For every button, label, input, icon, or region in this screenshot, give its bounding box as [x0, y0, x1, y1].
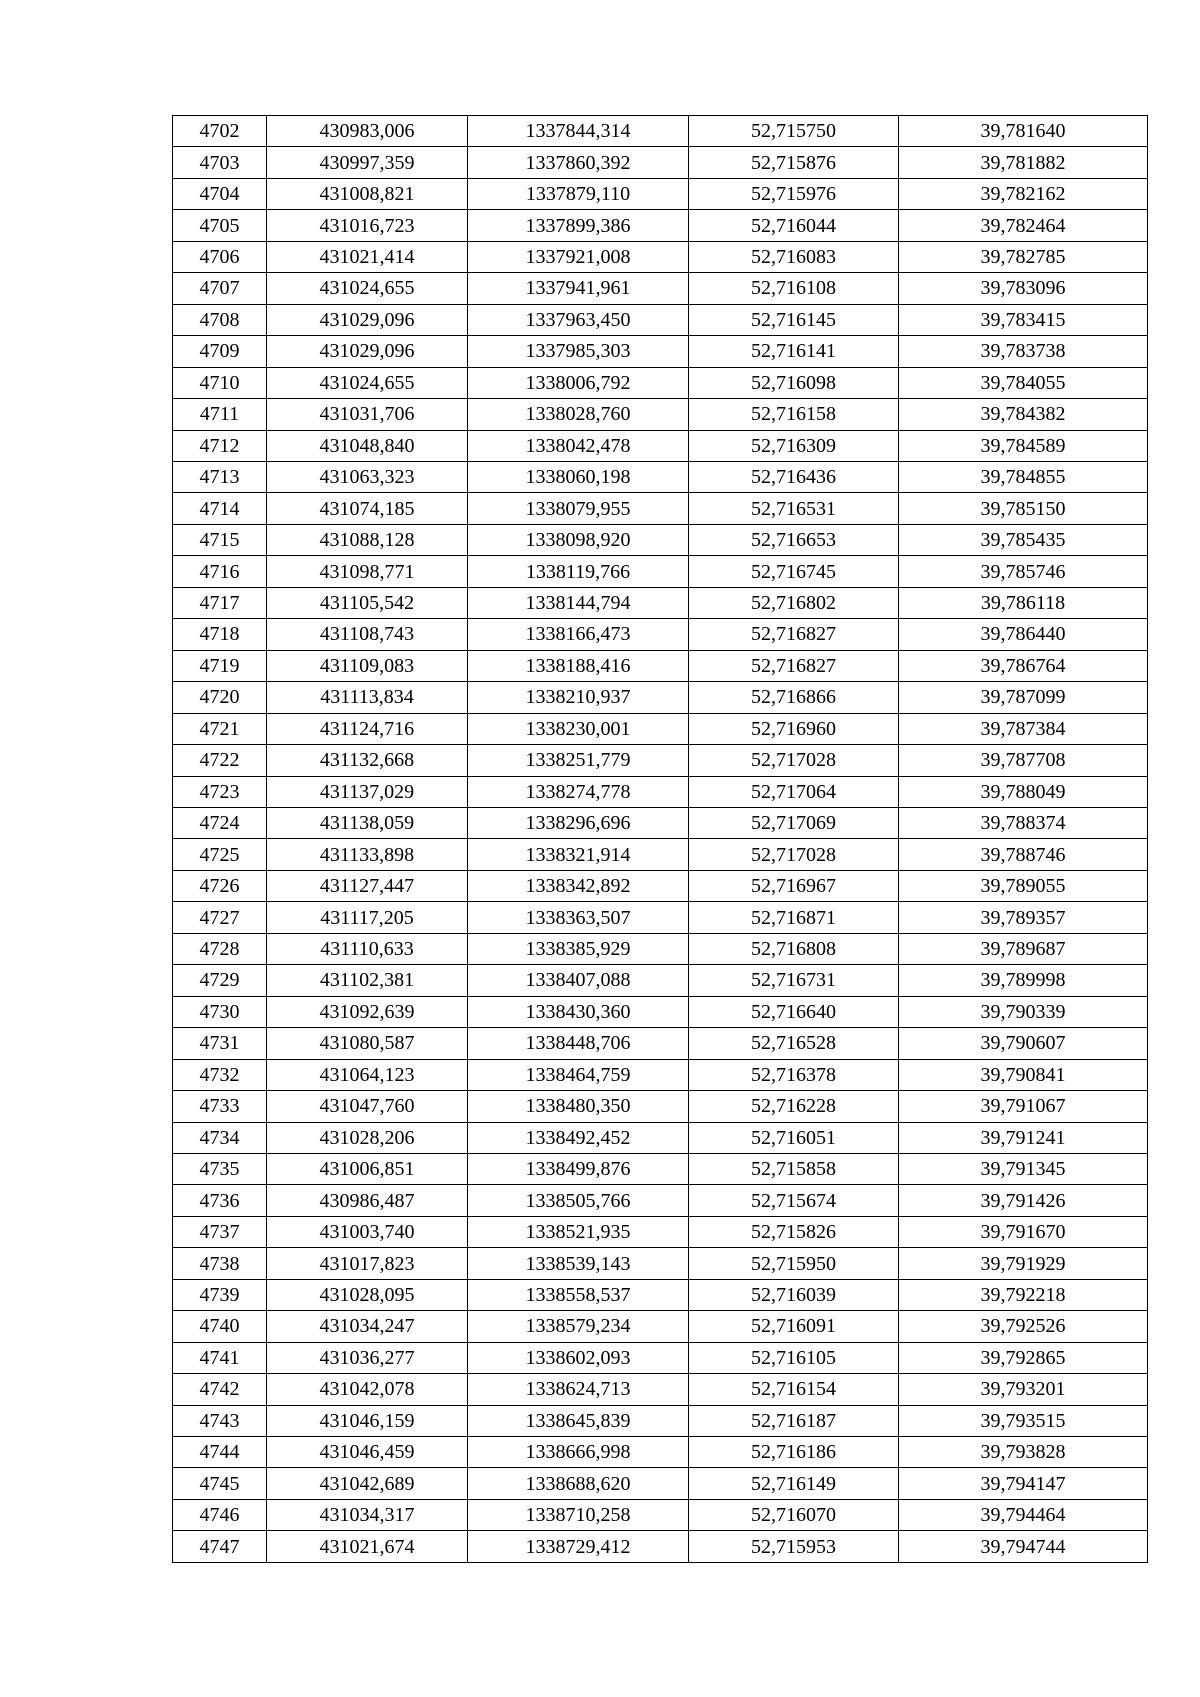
longitude-cell: 39,791241 — [899, 1122, 1148, 1153]
latitude-cell: 52,716039 — [689, 1279, 899, 1310]
point-number-cell: 4746 — [173, 1499, 267, 1530]
longitude-cell: 39,784382 — [899, 399, 1148, 430]
x-coordinate-cell: 431021,414 — [267, 241, 468, 272]
table-row — [173, 399, 1148, 430]
x-coordinate-cell: 431029,096 — [267, 304, 468, 335]
point-number-cell: 4740 — [173, 1311, 267, 1342]
x-coordinate-cell: 431092,639 — [267, 996, 468, 1027]
y-coordinate-cell: 1338098,920 — [468, 524, 689, 555]
x-coordinate-cell: 431034,317 — [267, 1499, 468, 1530]
y-coordinate-cell: 1338558,537 — [468, 1279, 689, 1310]
y-coordinate-cell: 1338579,234 — [468, 1311, 689, 1342]
latitude-cell: 52,716378 — [689, 1059, 899, 1090]
latitude-cell: 52,716808 — [689, 933, 899, 964]
x-coordinate-cell: 431024,655 — [267, 273, 468, 304]
table-row — [173, 241, 1148, 272]
table-row — [173, 1311, 1148, 1342]
coordinates-table-body — [173, 116, 1148, 1563]
x-coordinate-cell: 431127,447 — [267, 870, 468, 901]
x-coordinate-cell: 431006,851 — [267, 1153, 468, 1184]
y-coordinate-cell: 1338251,779 — [468, 745, 689, 776]
y-coordinate-cell: 1338407,088 — [468, 965, 689, 996]
latitude-cell: 52,717028 — [689, 745, 899, 776]
point-number-cell: 4722 — [173, 745, 267, 776]
longitude-cell: 39,792526 — [899, 1311, 1148, 1342]
latitude-cell: 52,716436 — [689, 461, 899, 492]
longitude-cell: 39,791929 — [899, 1248, 1148, 1279]
table-row — [173, 807, 1148, 838]
latitude-cell: 52,716640 — [689, 996, 899, 1027]
table-row — [173, 1405, 1148, 1436]
x-coordinate-cell: 431042,689 — [267, 1468, 468, 1499]
y-coordinate-cell: 1338230,001 — [468, 713, 689, 744]
point-number-cell: 4743 — [173, 1405, 267, 1436]
y-coordinate-cell: 1338210,937 — [468, 682, 689, 713]
longitude-cell: 39,794147 — [899, 1468, 1148, 1499]
x-coordinate-cell: 431008,821 — [267, 178, 468, 209]
latitude-cell: 52,716149 — [689, 1468, 899, 1499]
y-coordinate-cell: 1338006,792 — [468, 367, 689, 398]
latitude-cell: 52,716070 — [689, 1499, 899, 1530]
longitude-cell: 39,789687 — [899, 933, 1148, 964]
table-row — [173, 1342, 1148, 1373]
longitude-cell: 39,782162 — [899, 178, 1148, 209]
x-coordinate-cell: 431117,205 — [267, 902, 468, 933]
x-coordinate-cell: 431003,740 — [267, 1216, 468, 1247]
longitude-cell: 39,790841 — [899, 1059, 1148, 1090]
y-coordinate-cell: 1338688,620 — [468, 1468, 689, 1499]
latitude-cell: 52,715976 — [689, 178, 899, 209]
latitude-cell: 52,715826 — [689, 1216, 899, 1247]
table-row — [173, 650, 1148, 681]
point-number-cell: 4704 — [173, 178, 267, 209]
longitude-cell: 39,787384 — [899, 713, 1148, 744]
table-row — [173, 461, 1148, 492]
table-row — [173, 116, 1148, 147]
point-number-cell: 4702 — [173, 116, 267, 147]
latitude-cell: 52,716158 — [689, 399, 899, 430]
x-coordinate-cell: 431028,095 — [267, 1279, 468, 1310]
table-row — [173, 839, 1148, 870]
y-coordinate-cell: 1338430,360 — [468, 996, 689, 1027]
table-row — [173, 996, 1148, 1027]
point-number-cell: 4715 — [173, 524, 267, 555]
longitude-cell: 39,790339 — [899, 996, 1148, 1027]
latitude-cell: 52,716528 — [689, 1028, 899, 1059]
point-number-cell: 4731 — [173, 1028, 267, 1059]
table-row — [173, 713, 1148, 744]
x-coordinate-cell: 430983,006 — [267, 116, 468, 147]
x-coordinate-cell: 431113,834 — [267, 682, 468, 713]
table-row — [173, 965, 1148, 996]
x-coordinate-cell: 431109,083 — [267, 650, 468, 681]
y-coordinate-cell: 1338274,778 — [468, 776, 689, 807]
latitude-cell: 52,716154 — [689, 1374, 899, 1405]
longitude-cell: 39,786118 — [899, 587, 1148, 618]
latitude-cell: 52,716141 — [689, 336, 899, 367]
table-row — [173, 1216, 1148, 1247]
latitude-cell: 52,716051 — [689, 1122, 899, 1153]
table-row — [173, 682, 1148, 713]
table-row — [173, 367, 1148, 398]
y-coordinate-cell: 1338144,794 — [468, 587, 689, 618]
y-coordinate-cell: 1337899,386 — [468, 210, 689, 241]
x-coordinate-cell: 431124,716 — [267, 713, 468, 744]
x-coordinate-cell: 431048,840 — [267, 430, 468, 461]
x-coordinate-cell: 431132,668 — [267, 745, 468, 776]
table-row — [173, 1468, 1148, 1499]
table-row — [173, 1153, 1148, 1184]
y-coordinate-cell: 1338042,478 — [468, 430, 689, 461]
point-number-cell: 4720 — [173, 682, 267, 713]
longitude-cell: 39,788049 — [899, 776, 1148, 807]
latitude-cell: 52,715674 — [689, 1185, 899, 1216]
point-number-cell: 4709 — [173, 336, 267, 367]
longitude-cell: 39,786440 — [899, 619, 1148, 650]
longitude-cell: 39,784589 — [899, 430, 1148, 461]
y-coordinate-cell: 1338602,093 — [468, 1342, 689, 1373]
table-row — [173, 1531, 1148, 1562]
longitude-cell: 39,783096 — [899, 273, 1148, 304]
x-coordinate-cell: 430986,487 — [267, 1185, 468, 1216]
latitude-cell: 52,716967 — [689, 870, 899, 901]
point-number-cell: 4716 — [173, 556, 267, 587]
table-row — [173, 556, 1148, 587]
table-row — [173, 1248, 1148, 1279]
y-coordinate-cell: 1338385,929 — [468, 933, 689, 964]
longitude-cell: 39,791426 — [899, 1185, 1148, 1216]
table-row — [173, 273, 1148, 304]
point-number-cell: 4705 — [173, 210, 267, 241]
latitude-cell: 52,716083 — [689, 241, 899, 272]
longitude-cell: 39,787099 — [899, 682, 1148, 713]
point-number-cell: 4719 — [173, 650, 267, 681]
longitude-cell: 39,782464 — [899, 210, 1148, 241]
table-row — [173, 1091, 1148, 1122]
point-number-cell: 4728 — [173, 933, 267, 964]
latitude-cell: 52,717069 — [689, 807, 899, 838]
latitude-cell: 52,716802 — [689, 587, 899, 618]
longitude-cell: 39,785746 — [899, 556, 1148, 587]
longitude-cell: 39,791345 — [899, 1153, 1148, 1184]
table-row — [173, 619, 1148, 650]
longitude-cell: 39,790607 — [899, 1028, 1148, 1059]
longitude-cell: 39,792865 — [899, 1342, 1148, 1373]
point-number-cell: 4738 — [173, 1248, 267, 1279]
latitude-cell: 52,715858 — [689, 1153, 899, 1184]
point-number-cell: 4710 — [173, 367, 267, 398]
longitude-cell: 39,786764 — [899, 650, 1148, 681]
latitude-cell: 52,716531 — [689, 493, 899, 524]
point-number-cell: 4734 — [173, 1122, 267, 1153]
point-number-cell: 4706 — [173, 241, 267, 272]
y-coordinate-cell: 1338342,892 — [468, 870, 689, 901]
x-coordinate-cell: 431031,706 — [267, 399, 468, 430]
table-row — [173, 902, 1148, 933]
coordinates-table — [172, 115, 1148, 1563]
point-number-cell: 4747 — [173, 1531, 267, 1562]
x-coordinate-cell: 431064,123 — [267, 1059, 468, 1090]
y-coordinate-cell: 1338521,935 — [468, 1216, 689, 1247]
table-row — [173, 1279, 1148, 1310]
latitude-cell: 52,716309 — [689, 430, 899, 461]
x-coordinate-cell: 431098,771 — [267, 556, 468, 587]
x-coordinate-cell: 431108,743 — [267, 619, 468, 650]
point-number-cell: 4703 — [173, 147, 267, 178]
x-coordinate-cell: 430997,359 — [267, 147, 468, 178]
table-row — [173, 524, 1148, 555]
point-number-cell: 4718 — [173, 619, 267, 650]
latitude-cell: 52,717028 — [689, 839, 899, 870]
y-coordinate-cell: 1337921,008 — [468, 241, 689, 272]
x-coordinate-cell: 431034,247 — [267, 1311, 468, 1342]
point-number-cell: 4729 — [173, 965, 267, 996]
y-coordinate-cell: 1337985,303 — [468, 336, 689, 367]
latitude-cell: 52,716186 — [689, 1437, 899, 1468]
point-number-cell: 4732 — [173, 1059, 267, 1090]
point-number-cell: 4721 — [173, 713, 267, 744]
table-row — [173, 493, 1148, 524]
table-row — [173, 587, 1148, 618]
table-row — [173, 178, 1148, 209]
latitude-cell: 52,716108 — [689, 273, 899, 304]
y-coordinate-cell: 1338363,507 — [468, 902, 689, 933]
latitude-cell: 52,715750 — [689, 116, 899, 147]
latitude-cell: 52,715950 — [689, 1248, 899, 1279]
point-number-cell: 4708 — [173, 304, 267, 335]
latitude-cell: 52,716866 — [689, 682, 899, 713]
x-coordinate-cell: 431024,655 — [267, 367, 468, 398]
point-number-cell: 4714 — [173, 493, 267, 524]
latitude-cell: 52,716731 — [689, 965, 899, 996]
x-coordinate-cell: 431036,277 — [267, 1342, 468, 1373]
longitude-cell: 39,782785 — [899, 241, 1148, 272]
longitude-cell: 39,788374 — [899, 807, 1148, 838]
table-row — [173, 147, 1148, 178]
point-number-cell: 4712 — [173, 430, 267, 461]
point-number-cell: 4724 — [173, 807, 267, 838]
point-number-cell: 4735 — [173, 1153, 267, 1184]
point-number-cell: 4723 — [173, 776, 267, 807]
longitude-cell: 39,791067 — [899, 1091, 1148, 1122]
longitude-cell: 39,789055 — [899, 870, 1148, 901]
y-coordinate-cell: 1338464,759 — [468, 1059, 689, 1090]
point-number-cell: 4744 — [173, 1437, 267, 1468]
longitude-cell: 39,784855 — [899, 461, 1148, 492]
x-coordinate-cell: 431047,760 — [267, 1091, 468, 1122]
table-row — [173, 1059, 1148, 1090]
y-coordinate-cell: 1338624,713 — [468, 1374, 689, 1405]
x-coordinate-cell: 431137,029 — [267, 776, 468, 807]
y-coordinate-cell: 1338296,696 — [468, 807, 689, 838]
point-number-cell: 4725 — [173, 839, 267, 870]
latitude-cell: 52,716145 — [689, 304, 899, 335]
y-coordinate-cell: 1338492,452 — [468, 1122, 689, 1153]
table-row — [173, 1185, 1148, 1216]
y-coordinate-cell: 1338028,760 — [468, 399, 689, 430]
table-row — [173, 336, 1148, 367]
latitude-cell: 52,716827 — [689, 619, 899, 650]
table-row — [173, 430, 1148, 461]
x-coordinate-cell: 431029,096 — [267, 336, 468, 367]
x-coordinate-cell: 431133,898 — [267, 839, 468, 870]
table-row — [173, 933, 1148, 964]
y-coordinate-cell: 1338079,955 — [468, 493, 689, 524]
y-coordinate-cell: 1337860,392 — [468, 147, 689, 178]
latitude-cell: 52,716187 — [689, 1405, 899, 1436]
table-row — [173, 870, 1148, 901]
point-number-cell: 4711 — [173, 399, 267, 430]
latitude-cell: 52,716745 — [689, 556, 899, 587]
latitude-cell: 52,716871 — [689, 902, 899, 933]
longitude-cell: 39,789998 — [899, 965, 1148, 996]
longitude-cell: 39,785150 — [899, 493, 1148, 524]
x-coordinate-cell: 431080,587 — [267, 1028, 468, 1059]
latitude-cell: 52,716960 — [689, 713, 899, 744]
point-number-cell: 4730 — [173, 996, 267, 1027]
x-coordinate-cell: 431074,185 — [267, 493, 468, 524]
point-number-cell: 4733 — [173, 1091, 267, 1122]
longitude-cell: 39,794464 — [899, 1499, 1148, 1530]
longitude-cell: 39,783738 — [899, 336, 1148, 367]
longitude-cell: 39,784055 — [899, 367, 1148, 398]
x-coordinate-cell: 431028,206 — [267, 1122, 468, 1153]
x-coordinate-cell: 431105,542 — [267, 587, 468, 618]
point-number-cell: 4745 — [173, 1468, 267, 1499]
x-coordinate-cell: 431102,381 — [267, 965, 468, 996]
table-row — [173, 1122, 1148, 1153]
y-coordinate-cell: 1337941,961 — [468, 273, 689, 304]
y-coordinate-cell: 1338499,876 — [468, 1153, 689, 1184]
x-coordinate-cell: 431046,159 — [267, 1405, 468, 1436]
y-coordinate-cell: 1338480,350 — [468, 1091, 689, 1122]
point-number-cell: 4707 — [173, 273, 267, 304]
latitude-cell: 52,715953 — [689, 1531, 899, 1562]
y-coordinate-cell: 1338321,914 — [468, 839, 689, 870]
x-coordinate-cell: 431088,128 — [267, 524, 468, 555]
table-row — [173, 1028, 1148, 1059]
latitude-cell: 52,716044 — [689, 210, 899, 241]
longitude-cell: 39,785435 — [899, 524, 1148, 555]
longitude-cell: 39,789357 — [899, 902, 1148, 933]
longitude-cell: 39,788746 — [899, 839, 1148, 870]
x-coordinate-cell: 431042,078 — [267, 1374, 468, 1405]
table-row — [173, 1437, 1148, 1468]
y-coordinate-cell: 1338119,766 — [468, 556, 689, 587]
x-coordinate-cell: 431138,059 — [267, 807, 468, 838]
latitude-cell: 52,717064 — [689, 776, 899, 807]
x-coordinate-cell: 431017,823 — [267, 1248, 468, 1279]
y-coordinate-cell: 1337879,110 — [468, 178, 689, 209]
table-row — [173, 745, 1148, 776]
x-coordinate-cell: 431016,723 — [267, 210, 468, 241]
x-coordinate-cell: 431110,633 — [267, 933, 468, 964]
y-coordinate-cell: 1338710,258 — [468, 1499, 689, 1530]
longitude-cell: 39,783415 — [899, 304, 1148, 335]
latitude-cell: 52,715876 — [689, 147, 899, 178]
y-coordinate-cell: 1338448,706 — [468, 1028, 689, 1059]
point-number-cell: 4713 — [173, 461, 267, 492]
point-number-cell: 4717 — [173, 587, 267, 618]
longitude-cell: 39,792218 — [899, 1279, 1148, 1310]
x-coordinate-cell: 431021,674 — [267, 1531, 468, 1562]
y-coordinate-cell: 1338729,412 — [468, 1531, 689, 1562]
table-row — [173, 776, 1148, 807]
latitude-cell: 52,716827 — [689, 650, 899, 681]
table-row — [173, 1499, 1148, 1530]
longitude-cell: 39,791670 — [899, 1216, 1148, 1247]
point-number-cell: 4742 — [173, 1374, 267, 1405]
point-number-cell: 4727 — [173, 902, 267, 933]
latitude-cell: 52,716105 — [689, 1342, 899, 1373]
point-number-cell: 4736 — [173, 1185, 267, 1216]
y-coordinate-cell: 1337844,314 — [468, 116, 689, 147]
y-coordinate-cell: 1338060,198 — [468, 461, 689, 492]
y-coordinate-cell: 1337963,450 — [468, 304, 689, 335]
y-coordinate-cell: 1338188,416 — [468, 650, 689, 681]
y-coordinate-cell: 1338505,766 — [468, 1185, 689, 1216]
latitude-cell: 52,716098 — [689, 367, 899, 398]
point-number-cell: 4737 — [173, 1216, 267, 1247]
table-row — [173, 210, 1148, 241]
point-number-cell: 4739 — [173, 1279, 267, 1310]
longitude-cell: 39,794744 — [899, 1531, 1148, 1562]
x-coordinate-cell: 431063,323 — [267, 461, 468, 492]
longitude-cell: 39,781640 — [899, 116, 1148, 147]
longitude-cell: 39,787708 — [899, 745, 1148, 776]
latitude-cell: 52,716228 — [689, 1091, 899, 1122]
y-coordinate-cell: 1338166,473 — [468, 619, 689, 650]
longitude-cell: 39,793515 — [899, 1405, 1148, 1436]
y-coordinate-cell: 1338539,143 — [468, 1248, 689, 1279]
point-number-cell: 4726 — [173, 870, 267, 901]
x-coordinate-cell: 431046,459 — [267, 1437, 468, 1468]
y-coordinate-cell: 1338666,998 — [468, 1437, 689, 1468]
table-row — [173, 1374, 1148, 1405]
longitude-cell: 39,793828 — [899, 1437, 1148, 1468]
longitude-cell: 39,793201 — [899, 1374, 1148, 1405]
point-number-cell: 4741 — [173, 1342, 267, 1373]
table-row — [173, 304, 1148, 335]
latitude-cell: 52,716653 — [689, 524, 899, 555]
latitude-cell: 52,716091 — [689, 1311, 899, 1342]
longitude-cell: 39,781882 — [899, 147, 1148, 178]
y-coordinate-cell: 1338645,839 — [468, 1405, 689, 1436]
